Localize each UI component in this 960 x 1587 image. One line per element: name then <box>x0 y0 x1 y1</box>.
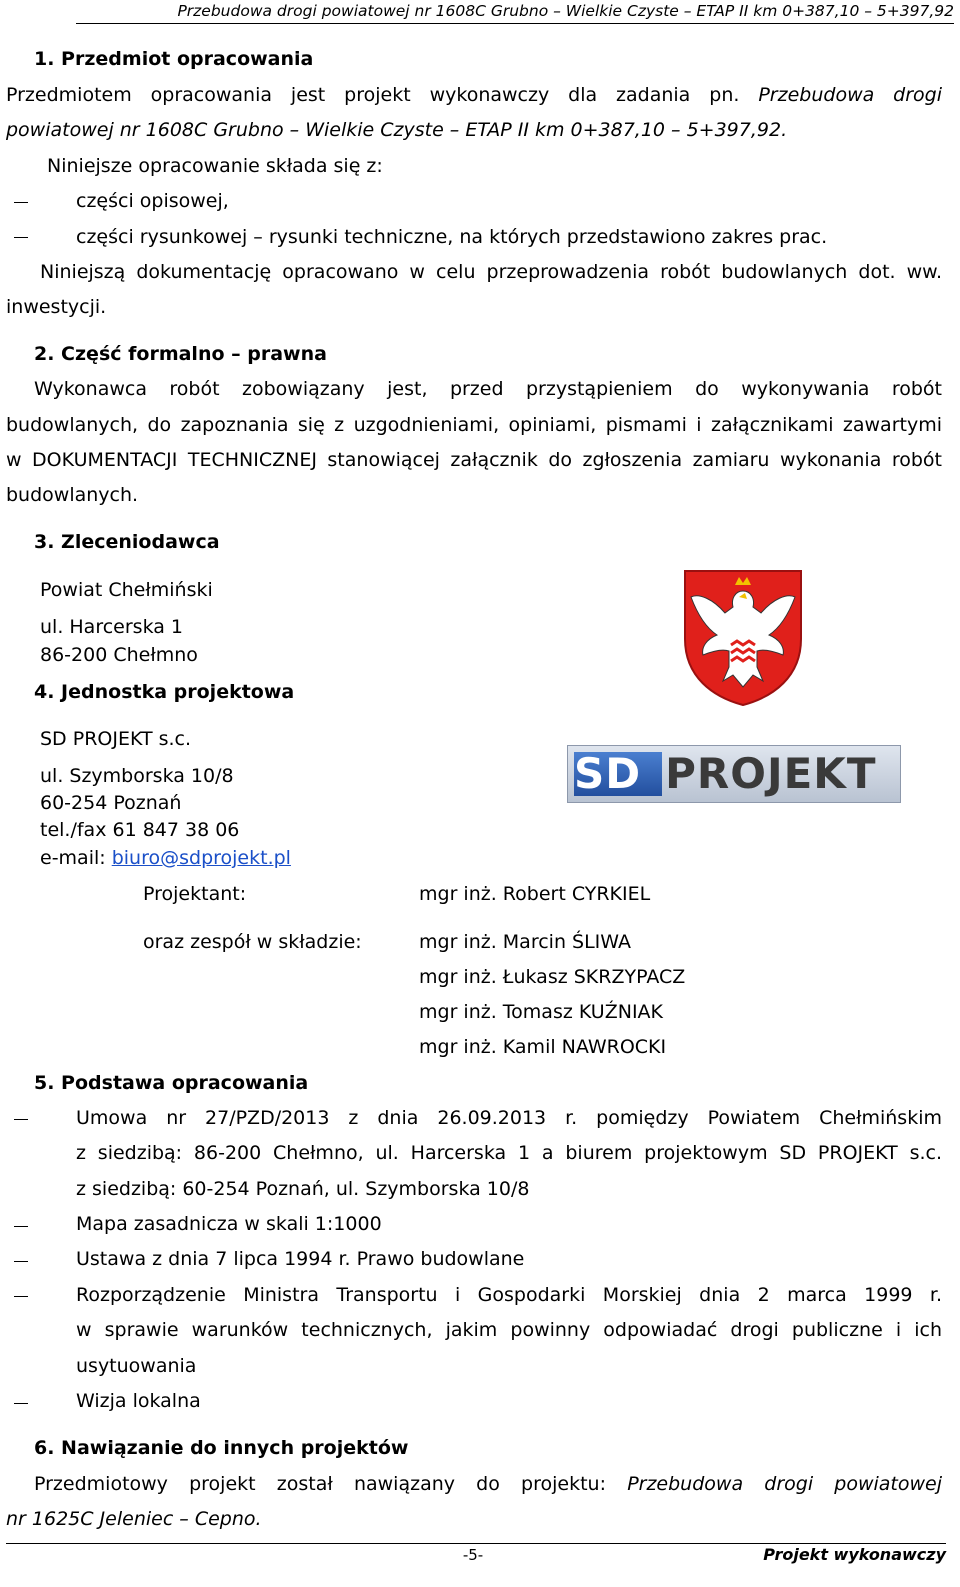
dash-bullet <box>14 237 28 238</box>
document-type: Projekt wykonawczy <box>763 1545 946 1564</box>
s1-paragraph-line1 <box>6 83 942 107</box>
running-header: Przebudowa drogi powiatowej nr 1608C Grubno – Wielkie Czyste – ETAP II km 0+387,10 – 5+397,92 <box>76 0 954 24</box>
section-5-heading: 5. Podstawa opracowania <box>34 1072 309 1094</box>
section-3-heading: 3. Zleceniodawca <box>34 531 220 553</box>
designer-name: mgr inż. Robert CYRKIEL <box>419 883 651 905</box>
s1-list-item-2: części rysunkowej – rysunki techniczne, na których przedstawiono zakres prac. <box>76 226 828 248</box>
designer-label: Projektant: <box>143 883 247 905</box>
s1-purpose-line2: inwestycji. <box>6 296 107 318</box>
s2-line-2: budowlanych, do zapoznania się z uzgodnieniami, opiniami, pismami i załącznikami zawartymi <box>6 414 942 436</box>
s6-line1 <box>34 1472 942 1496</box>
designer-firm-street: ul. Szymborska 10/8 <box>40 765 234 787</box>
sd-projekt-logo <box>567 745 901 803</box>
footer-rule <box>6 1543 946 1544</box>
email-link[interactable]: biuro@sdprojekt.pl <box>111 847 291 869</box>
team-member-1: mgr inż. Marcin ŚLIWA <box>419 931 632 953</box>
coat-of-arms-icon <box>683 569 803 707</box>
email-label: e-mail: <box>40 847 112 869</box>
s5-item1-line3: z siedzibą: 60-254 Poznań, ul. Szymborska 10/8 <box>76 1178 530 1200</box>
client-street: ul. Harcerska 1 <box>40 616 184 638</box>
section-6-heading: 6. Nawiązanie do innych projektów <box>34 1437 409 1459</box>
page-number: -5- <box>462 1546 484 1564</box>
s1-p1-text: Przedmiotem opracowania jest projekt wykonawczy dla zadania pn. <box>6 84 740 106</box>
s2-line-1: Wykonawca robót zobowiązany jest, przed przystąpieniem do wykonywania robót <box>34 378 942 400</box>
s2-line-3: w DOKUMENTACJI TECHNICZNEJ stanowiącej załącznik do zgłoszenia zamiaru wykonania robót <box>6 449 942 471</box>
designer-firm-name: SD PROJEKT s.c. <box>40 728 192 750</box>
team-member-2: mgr inż. Łukasz SKRZYPACZ <box>419 966 686 988</box>
s6-project-title: Przebudowa drogi powiatowej <box>627 1473 943 1495</box>
s5-item1-line2: z siedzibą: 86-200 Chełmno, ul. Harcerska 1 a biurem projektowym SD PROJEKT s.c. <box>76 1142 942 1164</box>
dash-bullet <box>14 1261 28 1262</box>
s5-item1-line1: Umowa nr 27/PZD/2013 z dnia 26.09.2013 r. pomiędzy Powiatem Chełmińskim <box>76 1107 942 1129</box>
dash-bullet <box>14 1226 28 1227</box>
s5-item2: Mapa zasadnicza w skali 1:1000 <box>76 1213 382 1235</box>
s1-purpose-line1: Niniejszą dokumentację opracowano w celu przeprowadzenia robót budowlanych dot. ww. <box>40 261 942 283</box>
dash-bullet <box>14 1296 28 1297</box>
s1-p1-task-title: Przebudowa drogi <box>758 84 943 106</box>
client-city: 86-200 Chełmno <box>40 644 198 666</box>
section-2-heading: 2. Część formalno – prawna <box>34 343 327 365</box>
dash-bullet <box>14 202 28 203</box>
team-member-4: mgr inż. Kamil NAWROCKI <box>419 1036 667 1058</box>
section-1-heading: 1. Przedmiot opracowania <box>34 48 314 70</box>
s6-text: Przedmiotowy projekt został nawiązany do projektu: <box>34 1473 606 1495</box>
designer-firm-email-row <box>40 846 291 870</box>
dash-bullet <box>14 1403 28 1404</box>
s5-item4-line2: w sprawie warunków technicznych, jakim powinny odpowiadać drogi publiczne i ich <box>76 1319 942 1341</box>
s6-line2: nr 1625C Jeleniec – Cepno. <box>6 1508 262 1530</box>
logo-wordmark: SD PROJEKT <box>574 749 877 798</box>
client-name: Powiat Chełmiński <box>40 579 213 601</box>
s1-paragraph-line2: powiatowej nr 1608C Grubno – Wielkie Czyste – ETAP II km 0+387,10 – 5+397,92. <box>6 119 788 141</box>
designer-firm-phone: tel./fax 61 847 38 06 <box>40 819 240 841</box>
s1-list-item-1: części opisowej, <box>76 190 229 212</box>
team-label: oraz zespół w składzie: <box>143 931 362 953</box>
designer-firm-city: 60-254 Poznań <box>40 792 182 814</box>
section-4-heading: 4. Jednostka projektowa <box>34 681 295 703</box>
s5-item5: Wizja lokalna <box>76 1390 201 1412</box>
s5-item4-line3: usytuowania <box>76 1355 197 1377</box>
s5-item3: Ustawa z dnia 7 lipca 1994 r. Prawo budowlane <box>76 1248 525 1270</box>
team-member-3: mgr inż. Tomasz KUŹNIAK <box>419 1001 664 1023</box>
s2-line-4: budowlanych. <box>6 484 139 506</box>
dash-bullet <box>14 1119 28 1120</box>
s1-composition-intro: Niniejsze opracowanie składa się z: <box>47 155 383 177</box>
s5-item4-line1: Rozporządzenie Ministra Transportu i Gospodarki Morskiej dnia 2 marca 1999 r. <box>76 1284 942 1306</box>
